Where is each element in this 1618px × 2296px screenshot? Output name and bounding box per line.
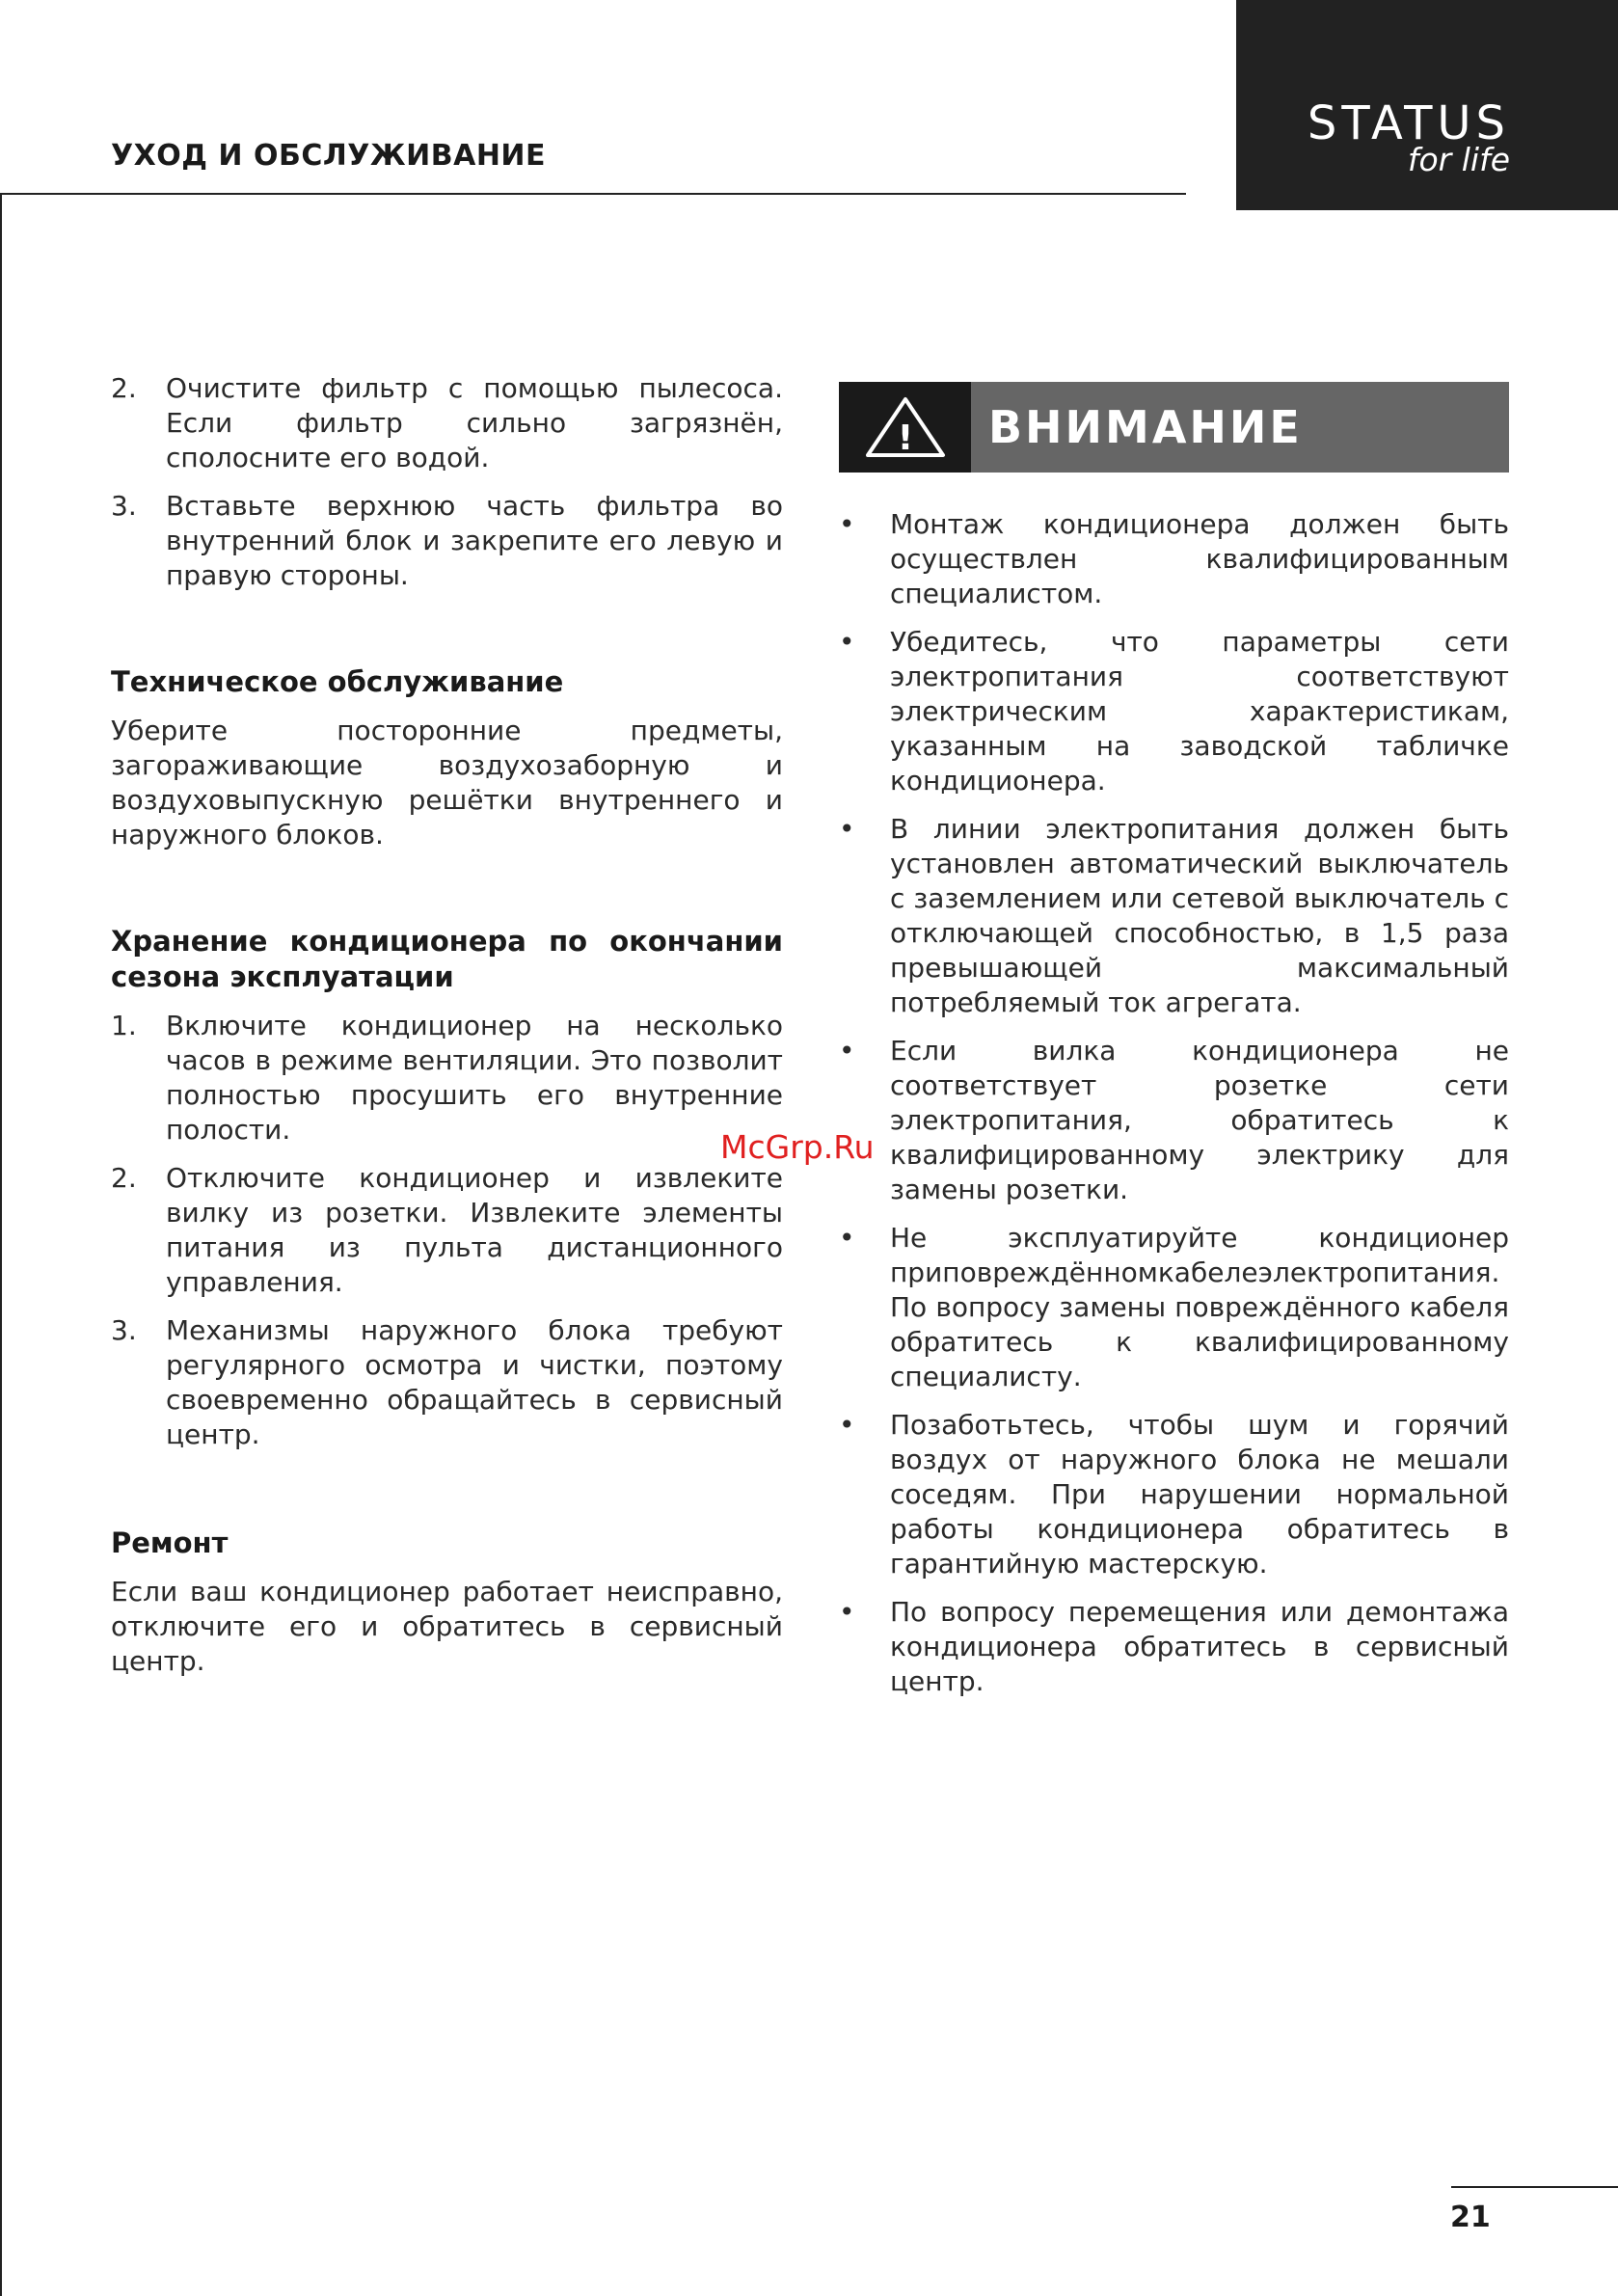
intro-list bbox=[111, 371, 783, 593]
storage-heading: Хранение кондиционера по окончании сезона эксплуатации bbox=[111, 925, 783, 993]
list-item bbox=[839, 1408, 1509, 1581]
right-column bbox=[839, 382, 1509, 1713]
warning-banner bbox=[839, 382, 1509, 473]
warning-icon-symbol: ! bbox=[897, 419, 914, 458]
footer-rule bbox=[1451, 2186, 1618, 2188]
bullet-icon: • bbox=[839, 626, 855, 658]
bullet-icon: • bbox=[839, 1222, 855, 1254]
bullet-icon: • bbox=[839, 1596, 855, 1628]
warning-icon bbox=[839, 382, 971, 473]
list-item bbox=[111, 1313, 783, 1452]
list-item-text: Механизмы наружного блока требуют регулярного осмотра и чистки, поэтому своевременно обращайтесь в сервисный центр. bbox=[166, 1314, 783, 1450]
storage-list bbox=[111, 1009, 783, 1452]
bullet-icon: • bbox=[839, 508, 855, 540]
list-item-text: Отключите кондиционер и извлеките вилку из розетки. Извлеките элементы питания из пульта дистанционного управления. bbox=[166, 1162, 783, 1298]
list-item-text: Если вилка кондиционера не соответствует розетке сети электропитания, обратитесь к квалифицированному электрику для замены розетки. bbox=[890, 1035, 1509, 1205]
list-item bbox=[839, 1595, 1509, 1699]
list-item bbox=[839, 625, 1509, 798]
list-item bbox=[839, 812, 1509, 1020]
list-item bbox=[111, 489, 783, 593]
list-item bbox=[839, 1034, 1509, 1207]
section-title: УХОД И ОБСЛУЖИВАНИЕ bbox=[111, 139, 547, 173]
list-item-number: 1. bbox=[111, 1010, 137, 1041]
list-item bbox=[111, 1161, 783, 1300]
repair-text: Если ваш кондиционер работает неисправно, отключите его и обратитесь в сервисный центр. bbox=[111, 1576, 783, 1677]
header-rule bbox=[0, 193, 1186, 195]
list-item-text: В линии электропитания должен быть установлен автоматический выключатель с заземлением или сетевой выключатель с отключающей способностью, в 1,5 раза превышающей максимальный потребляемый ток агрегата. bbox=[890, 813, 1509, 1018]
list-item-text: Включите кондиционер на несколько часов в режиме вентиляции. Это позволит полностью просушить его внутренние полости. bbox=[166, 1010, 783, 1146]
list-item-text: Убедитесь, что параметры сети электропитания соответствуют электрическим характеристикам, указанным на заводской табличке кондиционера. bbox=[890, 626, 1509, 797]
list-item-number: 2. bbox=[111, 372, 137, 404]
left-column bbox=[111, 371, 783, 1679]
bullet-icon: • bbox=[839, 1035, 855, 1067]
list-item-number: 3. bbox=[111, 1314, 137, 1346]
warning-title: ВНИМАНИЕ bbox=[988, 401, 1303, 453]
brand-name: STATUS bbox=[1307, 96, 1510, 150]
list-item-number: 2. bbox=[111, 1162, 137, 1194]
list-item bbox=[111, 1009, 783, 1148]
bullet-icon: • bbox=[839, 813, 855, 845]
list-item-text: По вопросу перемещения или демонтажа кондиционера обратитесь в сервисный центр. bbox=[890, 1596, 1509, 1697]
list-item-text: Очистите фильтр с помощью пылесоса. Если фильтр сильно загрязнён, сполоснитe его водой. bbox=[166, 372, 783, 473]
list-item bbox=[839, 1221, 1509, 1394]
maintenance-heading: Техническое обслуживание bbox=[111, 665, 564, 698]
list-item-text: Монтаж кондиционера должен быть осуществлен квалифицированным специалистом. bbox=[890, 508, 1509, 609]
list-item-text: Позаботьтесь, чтобы шум и горячий воздух от наружного блока не мешали соседям. При нарушении нормальной работы кондиционера обратитесь в гарантийную мастерскую. bbox=[890, 1409, 1509, 1580]
list-item-text: Не эксплуатируйте кондиционер приповреждённомкабелеэлектропитания. По вопросу замены повреждённого кабеля обратитесь к квалифицированному специалисту. bbox=[890, 1222, 1509, 1392]
brand-logo bbox=[1236, 0, 1618, 210]
list-item bbox=[111, 371, 783, 475]
brand-tagline: for life bbox=[1407, 141, 1510, 178]
list-item-text: Вставьте верхнюю часть фильтра во внутренний блок и закрепите его левую и правую стороны. bbox=[166, 490, 783, 591]
page-number: 21 bbox=[1450, 2201, 1491, 2234]
list-item bbox=[839, 507, 1509, 611]
list-item-number: 3. bbox=[111, 490, 137, 522]
left-margin-rule bbox=[0, 193, 2, 2296]
bullet-icon: • bbox=[839, 1409, 855, 1441]
warning-list bbox=[839, 507, 1509, 1699]
maintenance-text: Уберите посторонние предметы, загораживающие воздухозаборную и воздуховыпускную решётки внутреннего и наружного блоков. bbox=[111, 715, 783, 851]
watermark: McGrp.Ru bbox=[720, 1128, 875, 1166]
repair-heading: Ремонт bbox=[111, 1526, 229, 1559]
